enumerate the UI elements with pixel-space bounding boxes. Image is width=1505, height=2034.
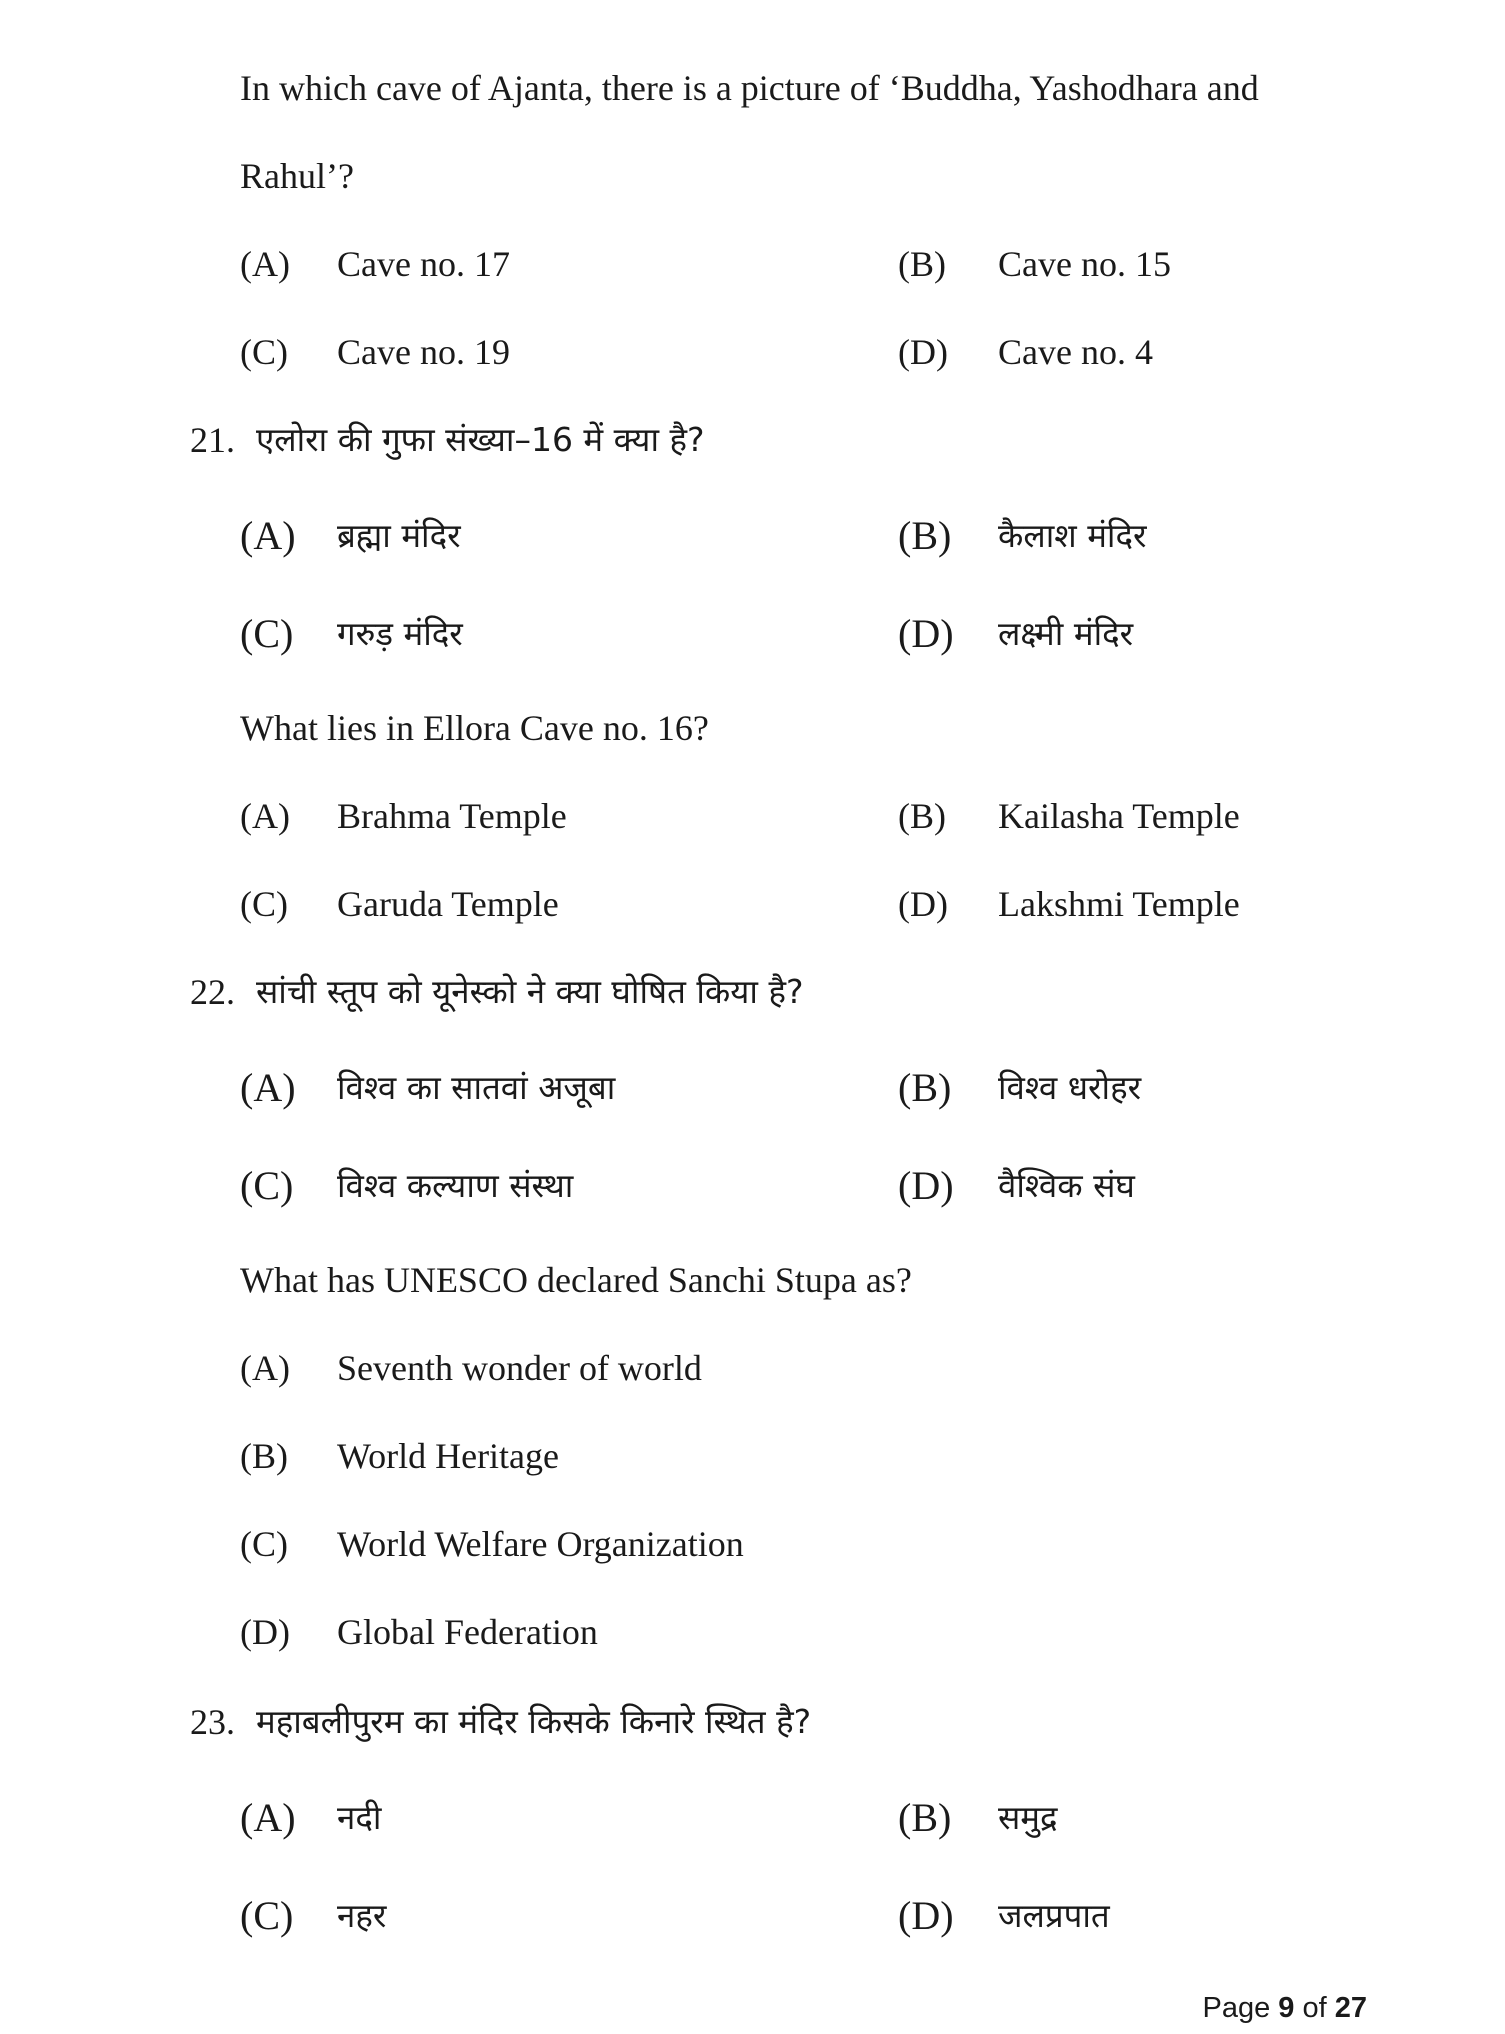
q20-question-line-2: Rahul’? [240, 156, 354, 196]
q22-english-option-a-text: Seventh wonder of world [337, 1348, 702, 1388]
q22-hindi-option-b-text: विश्व धरोहर [998, 1068, 1142, 1107]
q20-option-c-letter: (C) [240, 332, 288, 372]
q21-english-option-a-text: Brahma Temple [337, 796, 567, 836]
q21-hindi-option-a-text: ब्रह्मा मंदिर [337, 516, 461, 555]
q20-option-a-text: Cave no. 17 [337, 244, 510, 284]
q22-english-option-d-letter: (D) [240, 1612, 290, 1652]
q22-english-option-a-letter: (A) [240, 1348, 290, 1388]
q21-hindi-option-b-letter: (B) [898, 513, 952, 558]
q22-hindi-option-a-text: विश्व का सातवां अजूबा [337, 1068, 616, 1107]
q21-hindi-option-d-letter: (D) [898, 611, 954, 656]
q21-hindi-option-c-text: गरुड़ मंदिर [337, 614, 463, 653]
q22-hindi-option-d-text: वैश्विक संघ [998, 1166, 1135, 1205]
q21-hindi-option-b-text: कैलाश मंदिर [998, 516, 1147, 555]
q21-english-option-b-text: Kailasha Temple [998, 796, 1240, 836]
q21-english-option-d-letter: (D) [898, 884, 948, 924]
q23-hindi-option-c-letter: (C) [240, 1893, 294, 1938]
q21-english-option-d-text: Lakshmi Temple [998, 884, 1240, 924]
q23-hindi-option-d-letter: (D) [898, 1893, 954, 1938]
q22-english-option-c-letter: (C) [240, 1524, 288, 1564]
q23-hindi-option-b-text: समुद्र [998, 1798, 1058, 1837]
page-total: 27 [1334, 1992, 1367, 2024]
q23-hindi-question: महाबलीपुरम का मंदिर किसके किनारे स्थित है? [256, 1702, 812, 1741]
q22-number: 22. [190, 972, 235, 1012]
q21-english-option-b-letter: (B) [898, 796, 946, 836]
q21-hindi-question: एलोरा की गुफा संख्या–16 में क्या है? [256, 420, 705, 459]
q20-question-line-1: In which cave of Ajanta, there is a picture of ‘Buddha, Yashodhara and [240, 68, 1259, 108]
q23-number: 23. [190, 1702, 235, 1742]
q20-option-b-text: Cave no. 15 [998, 244, 1171, 284]
q21-english-option-c-text: Garuda Temple [337, 884, 559, 924]
q23-hindi-option-b-letter: (B) [898, 1795, 952, 1840]
q20-option-c-text: Cave no. 19 [337, 332, 510, 372]
q22-hindi-question: सांची स्तूप को यूनेस्को ने क्या घोषित किया है? [256, 972, 804, 1011]
q22-english-option-c-text: World Welfare Organization [337, 1524, 744, 1564]
q22-english-option-d-text: Global Federation [337, 1612, 598, 1652]
page-label-prefix: Page [1202, 1992, 1279, 2024]
q21-hindi-option-d-text: लक्ष्मी मंदिर [998, 614, 1134, 653]
q21-number: 21. [190, 420, 235, 460]
q22-hindi-option-c-text: विश्व कल्याण संस्था [337, 1166, 574, 1205]
q20-option-d-letter: (D) [898, 332, 948, 372]
q22-hindi-option-b-letter: (B) [898, 1065, 952, 1110]
q23-hindi-option-d-text: जलप्रपात [998, 1896, 1110, 1935]
page-number-footer [1202, 1990, 1367, 2026]
q23-hindi-option-c-text: नहर [337, 1896, 387, 1935]
page-current: 9 [1278, 1992, 1295, 2024]
page-label-middle: of [1294, 1992, 1335, 2024]
q21-english-option-a-letter: (A) [240, 796, 290, 836]
q22-english-option-b-letter: (B) [240, 1436, 288, 1476]
q22-english-question: What has UNESCO declared Sanchi Stupa as? [240, 1260, 912, 1300]
q22-hindi-option-d-letter: (D) [898, 1163, 954, 1208]
q22-english-option-b-text: World Heritage [337, 1436, 560, 1476]
q21-english-question: What lies in Ellora Cave no. 16? [240, 708, 709, 748]
q21-hindi-option-a-letter: (A) [240, 513, 296, 558]
q23-hindi-option-a-letter: (A) [240, 1795, 296, 1840]
q20-option-a-letter: (A) [240, 244, 290, 284]
q21-english-option-c-letter: (C) [240, 884, 288, 924]
q20-option-d-text: Cave no. 4 [998, 332, 1153, 372]
q22-hindi-option-a-letter: (A) [240, 1065, 296, 1110]
q21-hindi-option-c-letter: (C) [240, 611, 294, 656]
q22-hindi-option-c-letter: (C) [240, 1163, 294, 1208]
q23-hindi-option-a-text: नदी [337, 1798, 382, 1837]
q20-option-b-letter: (B) [898, 244, 946, 284]
